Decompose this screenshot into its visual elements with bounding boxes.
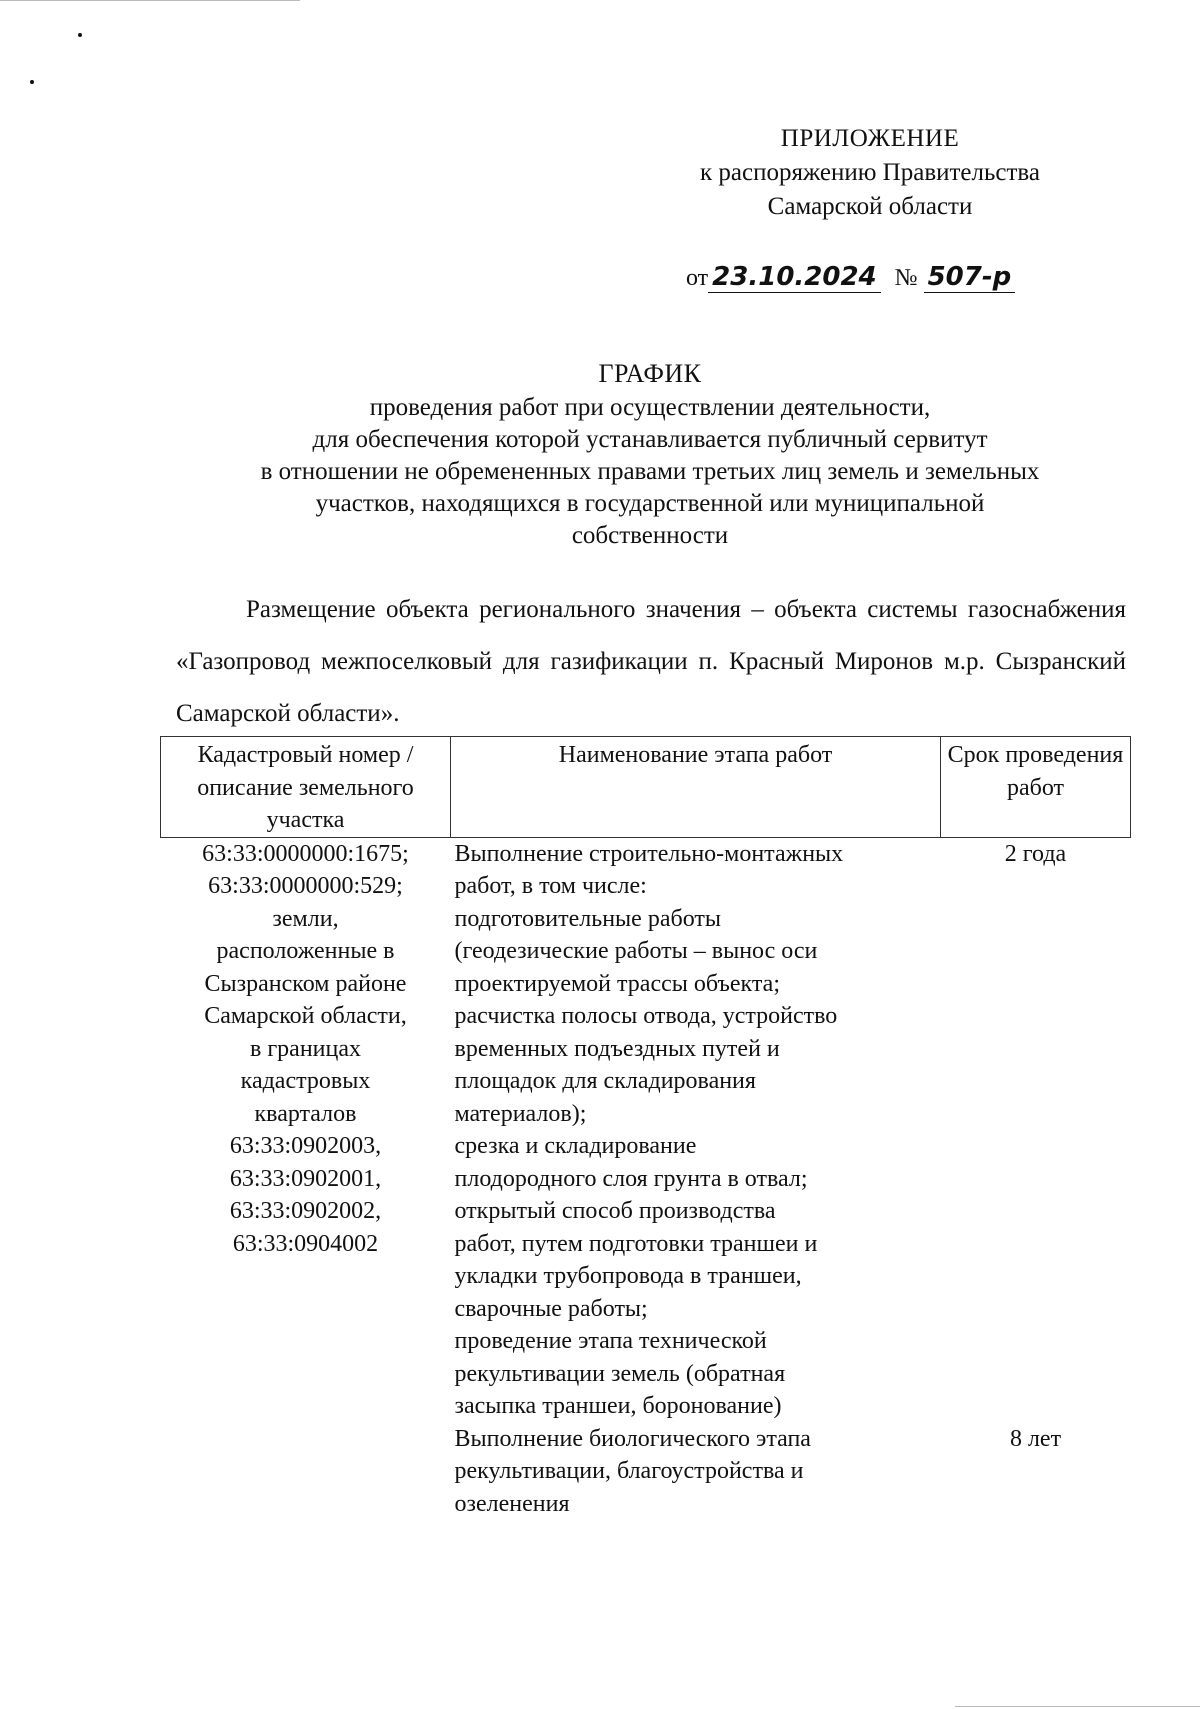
term-biological: 8 лет <box>1009 1425 1062 1452</box>
order-number: 507-р <box>924 262 1016 293</box>
scan-speck <box>78 33 82 37</box>
appendix-line: к распоряжению Правительства <box>699 159 1040 186</box>
intro-paragraph <box>176 584 1126 740</box>
appendix-title: ПРИЛОЖЕНИЕ <box>780 125 960 152</box>
scan-edge-line <box>0 0 300 1</box>
appendix-block <box>640 122 1100 224</box>
order-date: 23.10.2024 <box>708 262 880 293</box>
parcel-description: 63:33:0000000:1675; 63:33:0000000:529; земли, расположенные в Сызранском районе Самарской области, в границах кадастровых кварталов 63:33:0902003, 63:33:0902001, 63:33:0902002, 63:33:0904002 <box>202 840 409 1257</box>
table-header-row <box>161 737 1131 838</box>
scan-edge-line <box>955 1706 1200 1707</box>
table-row <box>161 837 1131 1423</box>
order-reference <box>686 262 1015 292</box>
document-title: ГРАФИК <box>598 359 702 388</box>
scan-speck <box>30 80 34 84</box>
heading-line: в отношении не обремененных правами третьих лиц земель и земельных <box>260 458 1040 485</box>
header-stage: Наименование этапа работ <box>451 737 941 838</box>
schedule-table <box>160 736 1131 1520</box>
header-cadastral: Кадастровый номер / описание земельного участка <box>161 737 451 838</box>
intro-text: Размещение объекта регионального значения – объекта системы газоснабжения «Газопровод межпоселковый для газификации п. Красный Миронов м.р. Сызранский Самарской области». <box>176 596 1126 727</box>
document-heading <box>170 358 1130 552</box>
heading-line: проведения работ при осуществлении деятельности, <box>369 394 931 421</box>
appendix-line: Самарской области <box>767 193 973 220</box>
stage-biological: Выполнение биологического этапа рекультивации, благоустройства и озеленения <box>454 1425 811 1517</box>
heading-line: собственности <box>571 522 729 549</box>
order-number-sign: № <box>894 265 918 291</box>
order-from-label: от <box>686 265 709 291</box>
stage-construction: Выполнение строительно-монтажных работ, в том числе: подготовительные работы (геодезические работы – вынос оси проектируемой трассы объекта; расчистка полосы отвода, устройство временных подъездных путей и площадок для складирования материалов); срезка и складирование плодородного слоя грунта в отвал; открытый способ производства работ, путем подготовки траншеи и укладки трубопровода в траншеи, сварочные работы; проведение этапа технической рекультивации земель (обратная засыпка траншеи, боронование) <box>454 840 844 1419</box>
heading-line: участков, находящихся в государственной или муниципальной <box>315 490 985 517</box>
term-construction: 2 года <box>1004 840 1067 867</box>
heading-line: для обеспечения которой устанавливается публичный сервитут <box>312 426 988 453</box>
header-term: Срок проведения работ <box>941 737 1131 838</box>
